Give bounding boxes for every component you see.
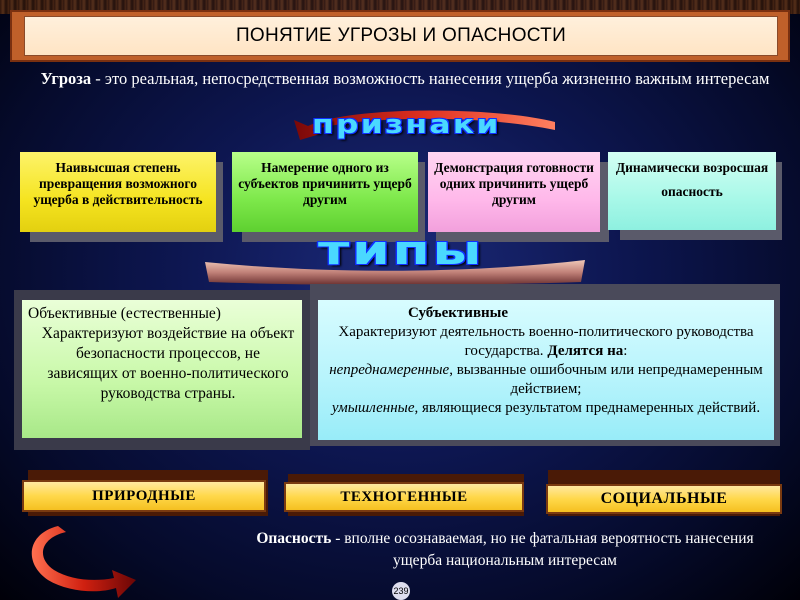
slide-title: ПОНЯТИЕ УГРОЗЫ И ОПАСНОСТИ (24, 16, 778, 56)
divided-label: Делятся на (547, 343, 624, 359)
sign-card-2-text: Намерение одного из субъектов причинить ущерб другим (238, 160, 412, 207)
sign-card-1 (20, 152, 216, 232)
signs-label: признаки (312, 110, 501, 140)
unintentional-text: , вызванные ошибочным или непреднамеренным действием; (449, 362, 763, 397)
subjective-text (324, 323, 768, 418)
category-social: СОЦИАЛЬНЫЕ (546, 484, 782, 514)
title-frame (10, 10, 790, 62)
sign-card-1-text: Наивысшая степень превращения возможного ущерба в действительность (33, 160, 203, 207)
curved-red-arrow-icon (18, 520, 138, 600)
sign-card-4 (608, 152, 776, 230)
danger-text: - вполне осознаваемая, но не фатальная вероятность нанесения ущерба национальным интересам (331, 530, 754, 569)
unintentional-term: непреднамеренные (329, 362, 450, 378)
types-label: типы (318, 228, 485, 274)
threat-definition (40, 68, 770, 89)
danger-definition (240, 528, 770, 572)
divided-colon: : (623, 343, 628, 359)
sign-card-2 (232, 152, 418, 232)
danger-term: Опасность (256, 530, 332, 547)
category-technogenic: ТЕХНОГЕННЫЕ (284, 482, 524, 512)
subjective-line1: Характеризуют деятельность военно-политического руководства государства. (338, 324, 754, 359)
sign-card-3 (428, 152, 600, 232)
objective-text: Характеризуют воздействие на объект безопасности процессов, не зависящих от военно-политического руководства страны. (41, 325, 295, 402)
threat-term: Угроза (40, 69, 92, 88)
objective-box (22, 300, 302, 438)
page-number: 239 (392, 582, 410, 600)
sign-card-4-text: Динамически возросшая опасность (615, 160, 769, 199)
intentional-term: умышленные (331, 400, 415, 416)
subjective-box (318, 300, 774, 440)
objective-heading: Объективные (естественные) (28, 305, 221, 322)
threat-text: - это реальная, непосредственная возможность нанесения ущерба жизненно важным интересам (91, 69, 770, 88)
subjective-heading: Субъективные (408, 305, 509, 321)
intentional-text: , являющиеся результатом преднамеренных действий. (414, 400, 761, 416)
category-natural: ПРИРОДНЫЕ (22, 480, 266, 512)
sign-card-3-text: Демонстрация готовности одних причинить ущерб другим (434, 160, 594, 207)
